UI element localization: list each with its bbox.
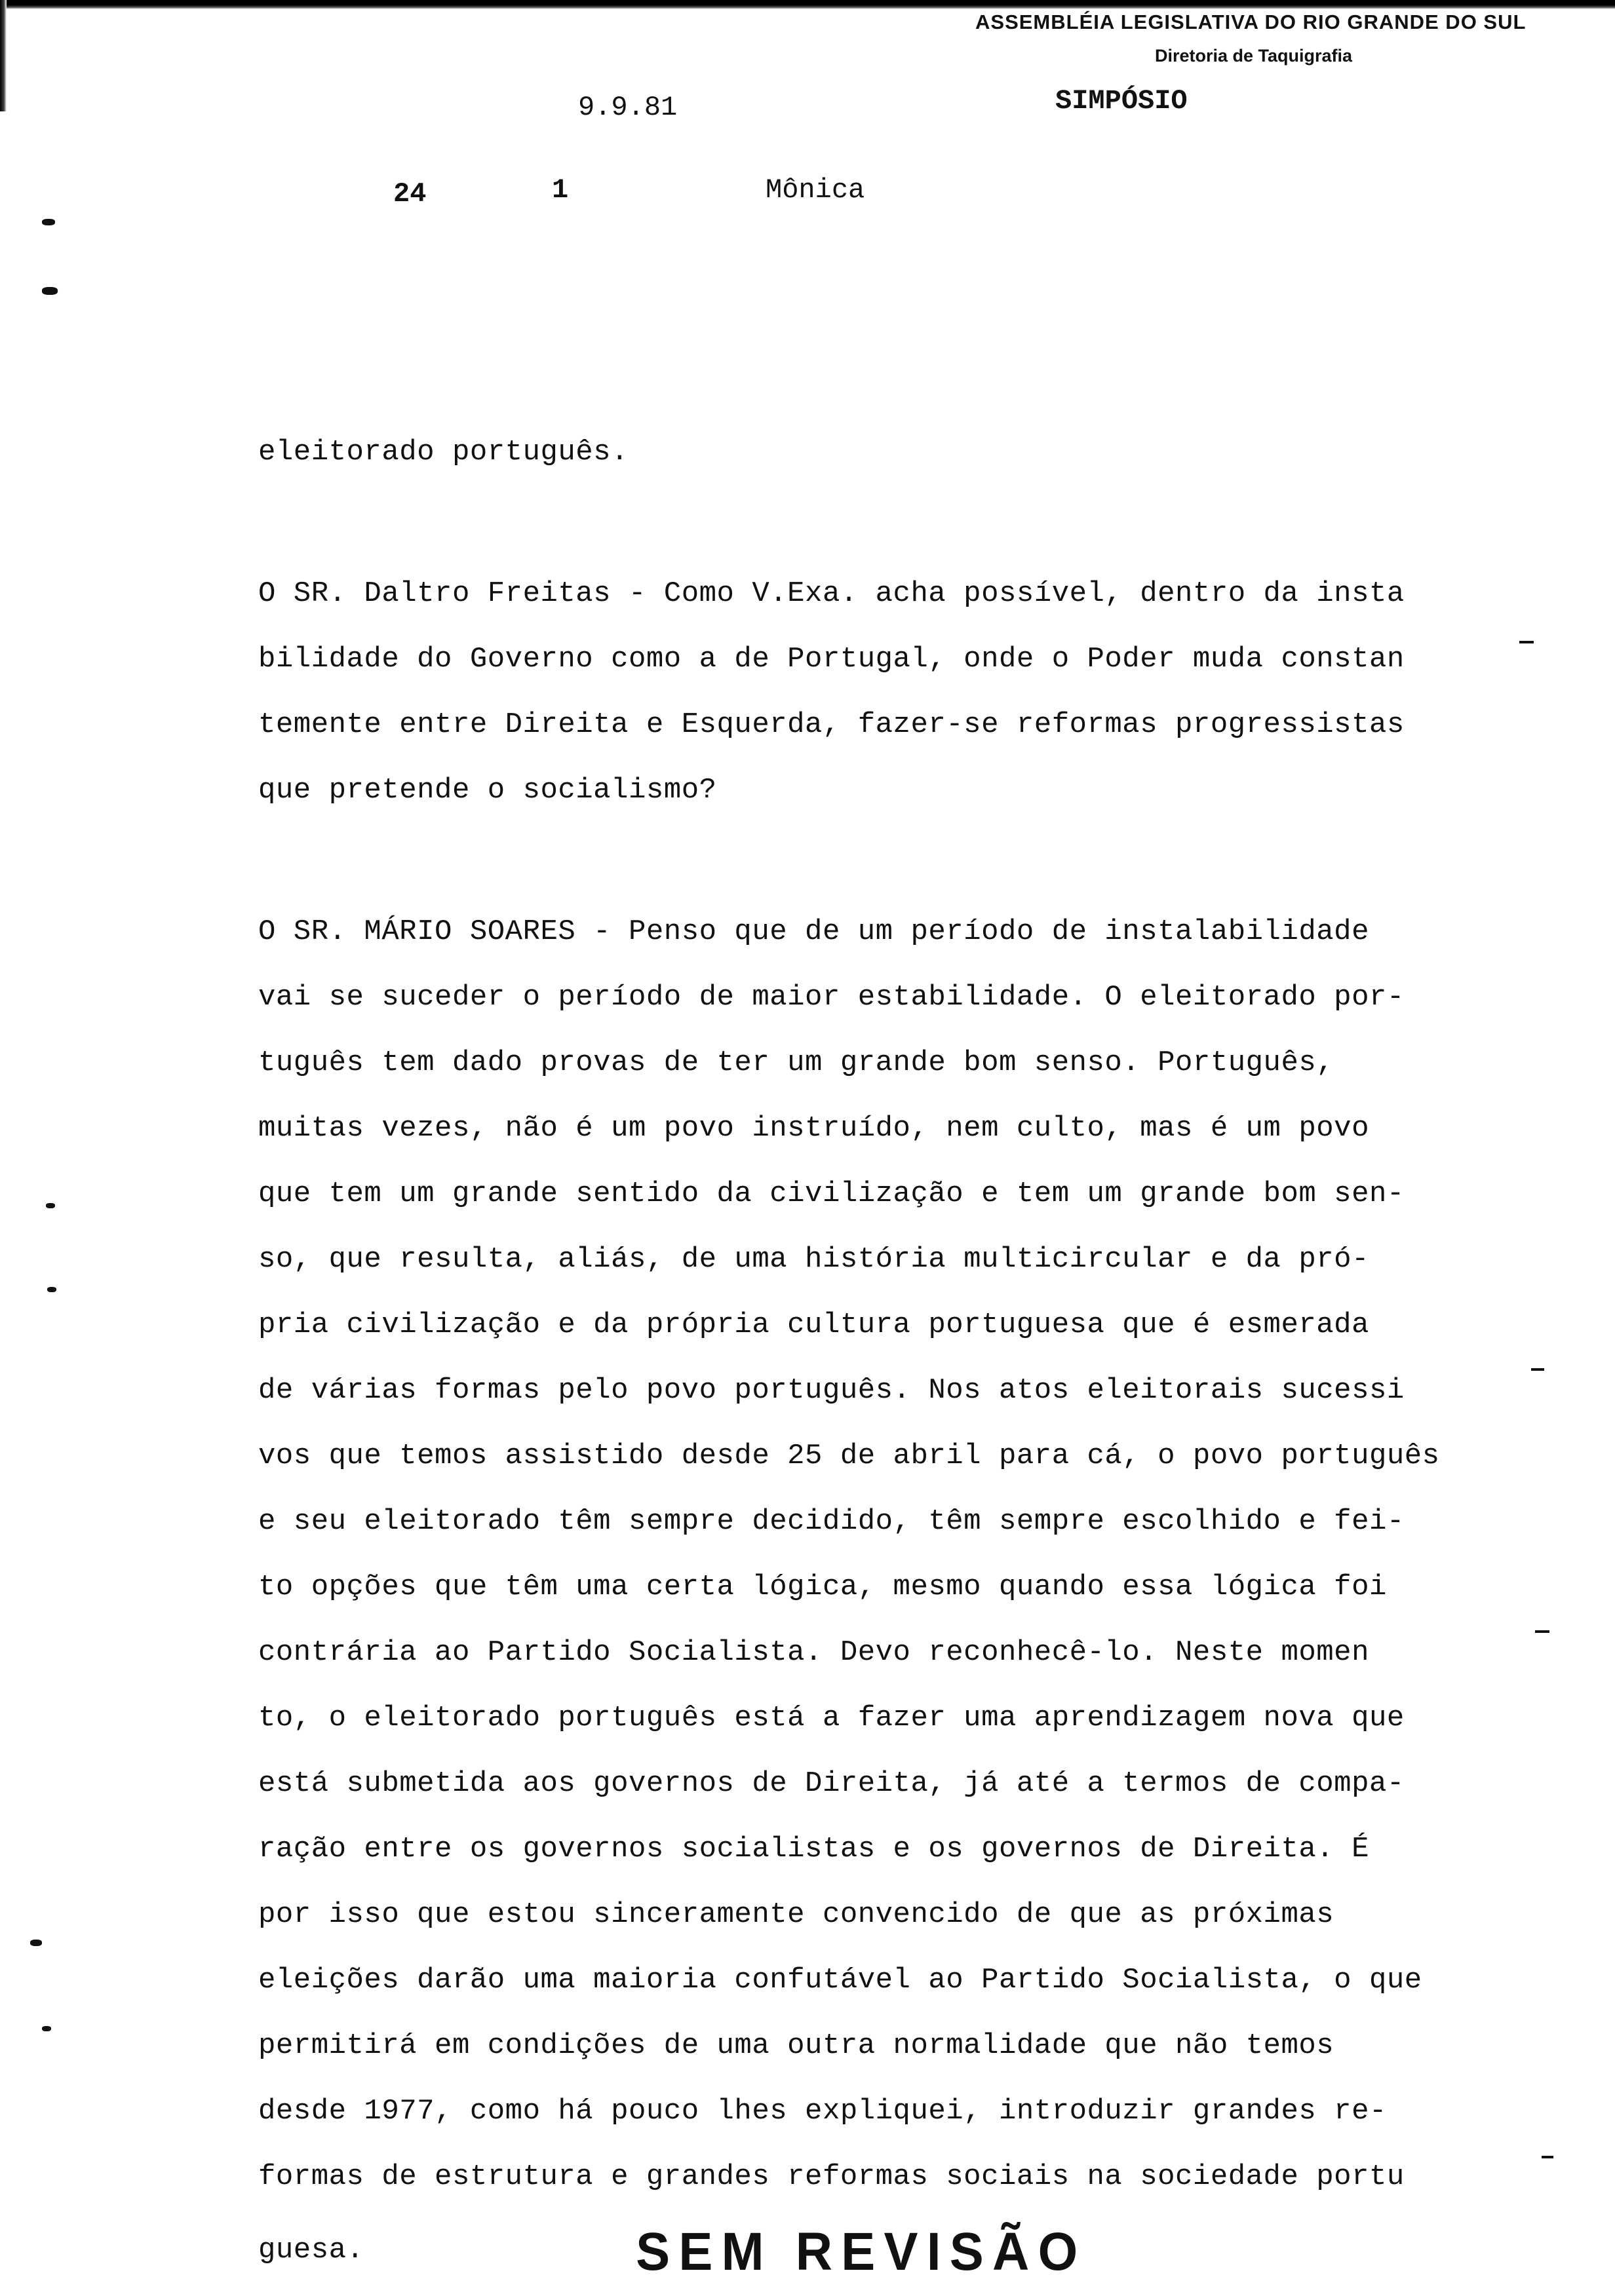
text-line: formas de estrutura e grandes reformas sociais na sociedade portu — [258, 2160, 1405, 2193]
text-line: eleições darão uma maioria confutável ao Partido Socialista, o que — [258, 1964, 1422, 1997]
scan-left-edge — [0, 0, 7, 111]
text-line: eleitorado português. — [258, 436, 629, 469]
margin-punch-mark — [46, 1203, 55, 1208]
scan-top-edge — [0, 0, 1615, 9]
session-title: SIMPÓSIO — [1055, 85, 1188, 117]
hyphen-underline-mark — [1542, 2156, 1553, 2158]
margin-punch-mark — [47, 1287, 56, 1292]
text-line: to, o eleitorado português está a fazer uma aprendizagem nova que — [258, 1702, 1405, 1734]
hyphen-underline-mark — [1531, 1368, 1544, 1371]
text-line: tuguês tem dado provas de ter um grande bom senso. Português, — [258, 1046, 1334, 1079]
text-line: que pretende o socialismo? — [258, 774, 717, 807]
text-line: O SR. MÁRIO SOARES - Penso que de um período de instalabilidade — [258, 915, 1369, 948]
department-header: Diretoria de Taquigrafia — [1155, 46, 1353, 66]
sem-revisao-stamp: SEM REVISÃO — [636, 2222, 1087, 2282]
text-line: bilidade do Governo como a de Portugal, onde o Poder muda constan — [258, 643, 1405, 676]
document-date: 9.9.81 — [578, 92, 678, 123]
text-line: contrária ao Partido Socialista. Devo reconhecê-lo. Neste momen — [258, 1636, 1369, 1669]
paragraph-mario-soares — [258, 899, 1569, 2283]
text-line: permitirá em condições de uma outra normalidade que não temos — [258, 2029, 1334, 2062]
margin-punch-mark — [30, 1940, 42, 1946]
margin-punch-mark — [42, 287, 58, 295]
text-line: temente entre Direita e Esquerda, fazer-se reformas progressistas — [258, 708, 1405, 741]
text-line: vai se suceder o período de maior estabilidade. O eleitorado por- — [258, 981, 1405, 1014]
typist-name: Mônica — [766, 174, 865, 206]
text-line: pria civilização e da própria cultura portuguesa que é esmerada — [258, 1309, 1369, 1341]
margin-punch-mark — [42, 219, 55, 225]
margin-punch-mark — [42, 2026, 51, 2031]
transcript-body — [258, 419, 1569, 2283]
text-line: to opções que têm uma certa lógica, mesmo quando essa lógica foi — [258, 1571, 1387, 1603]
sequence-number: 1 — [552, 174, 569, 206]
text-line: guesa. — [258, 2234, 364, 2267]
text-line: por isso que estou sinceramente convencido de que as próximas — [258, 1898, 1334, 1931]
organization-header: ASSEMBLÉIA LEGISLATIVA DO RIO GRANDE DO SUL — [975, 10, 1527, 33]
text-line: e seu eleitorado têm sempre decidido, têm sempre escolhido e fei- — [258, 1505, 1405, 1538]
hyphen-underline-mark — [1519, 641, 1534, 643]
text-line: vos que temos assistido desde 25 de abril para cá, o povo português — [258, 1440, 1440, 1472]
text-line: que tem um grande sentido da civilização e tem um grande bom sen- — [258, 1177, 1405, 1210]
text-line: O SR. Daltro Freitas - Como V.Exa. acha possível, dentro da insta — [258, 577, 1405, 610]
paragraph-daltro-freitas — [258, 561, 1569, 823]
text-line: de várias formas pelo povo português. Nos atos eleitorais sucessi — [258, 1374, 1405, 1407]
text-line: está submetida aos governos de Direita, já até a termos de compa- — [258, 1767, 1405, 1800]
text-line: muitas vezes, não é um povo instruído, nem culto, mas é um povo — [258, 1112, 1369, 1145]
text-line: ração entre os governos socialistas e os governos de Direita. É — [258, 1833, 1369, 1866]
page-number: 24 — [393, 178, 427, 210]
text-line: so, que resulta, aliás, de uma história multicircular e da pró- — [258, 1243, 1369, 1276]
hyphen-underline-mark — [1535, 1630, 1549, 1633]
text-line: desde 1977, como há pouco lhes expliquei, introduzir grandes re- — [258, 2095, 1387, 2128]
paragraph-continuation — [258, 419, 1569, 485]
